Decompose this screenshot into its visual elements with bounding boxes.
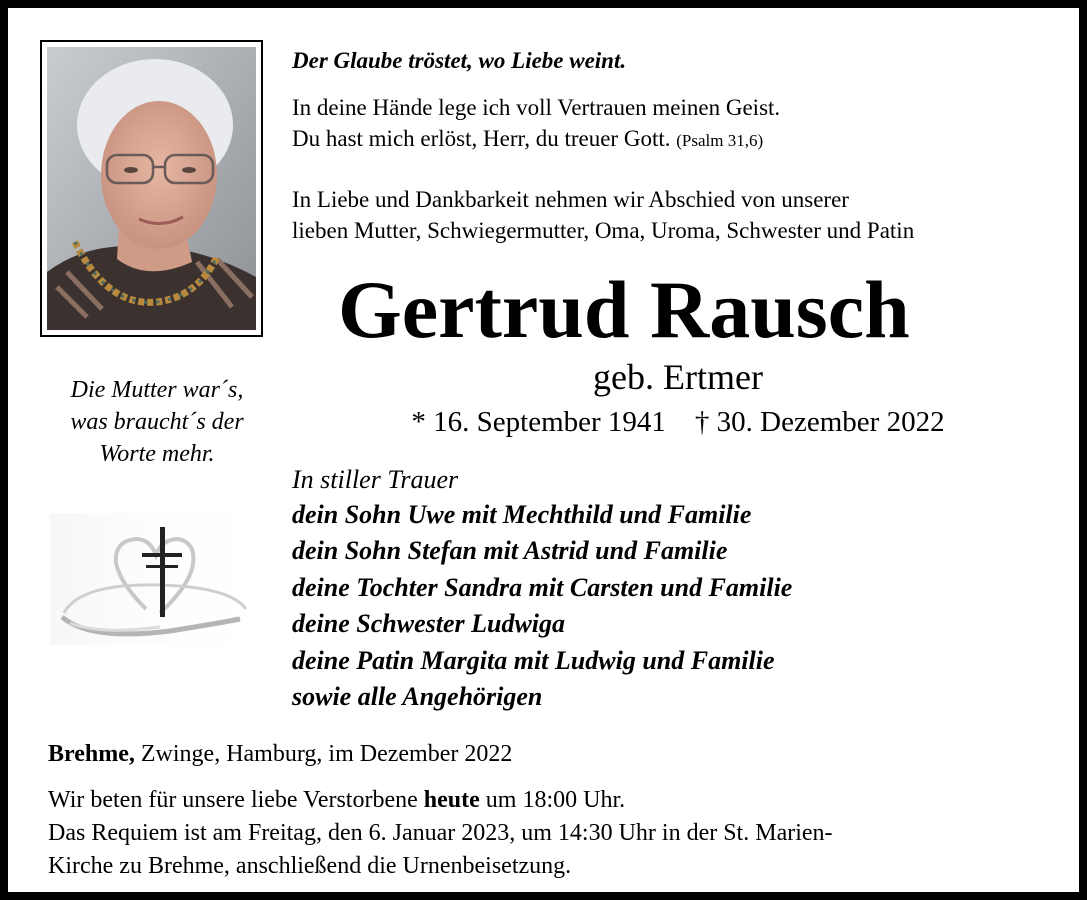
intro-line: lieben Mutter, Schwiegermutter, Oma, Uroma, Schwester und Patin <box>292 218 915 243</box>
life-dates <box>338 402 1018 442</box>
mother-quote <box>28 374 286 470</box>
mother-quote-line: Worte mehr. <box>99 441 215 467</box>
place-and-date <box>48 738 512 770</box>
intro-line: In Liebe und Dankbarkeit nehmen wir Abschied von unserer <box>292 187 849 212</box>
mourner-line: sowie alle Angehörigen <box>292 682 543 712</box>
requiem-line: Kirche zu Brehme, anschließend die Urnenbeisetzung. <box>48 853 572 879</box>
birth-date: * 16. September 1941 <box>411 406 666 438</box>
heart-cross-icon <box>50 513 252 645</box>
mourner-line: deine Tochter Sandra mit Carsten und Familie <box>292 572 793 602</box>
prayer-emphasis: heute <box>423 787 480 813</box>
prayer-line <box>48 784 833 817</box>
mother-quote-line: was braucht´s der <box>70 409 244 435</box>
farewell-intro <box>292 184 914 246</box>
mourner-line: deine Patin Margita mit Ludwig und Familie <box>292 645 775 675</box>
motto: Der Glaube tröstet, wo Liebe weint. <box>292 48 627 73</box>
mourner-line: deine Schwester Ludwiga <box>292 609 566 639</box>
place-rest: Zwinge, Hamburg, im Dezember 2022 <box>134 741 513 767</box>
death-date: † 30. Dezember 2022 <box>694 406 945 438</box>
mourning-lead: In stiller Trauer <box>292 465 459 494</box>
psalm-verse <box>292 92 780 156</box>
mourner-line: dein Sohn Uwe mit Mechthild und Familie <box>292 500 752 529</box>
service-notes <box>48 784 833 883</box>
mother-quote-line: Die Mutter war´s, <box>70 377 244 403</box>
psalm-reference: (Psalm 31,6) <box>676 131 764 150</box>
psalm-line: In deine Hände lege ich voll Vertrauen meinen Geist. <box>292 95 781 120</box>
place-town: Brehme, <box>48 741 135 767</box>
prayer-time: um 18:00 Uhr. <box>479 787 626 813</box>
mourner-line: dein Sohn Stefan mit Astrid und Familie <box>292 536 728 566</box>
deceased-name: Gertrud Rausch <box>338 264 910 355</box>
maiden-name: geb. Ertmer <box>593 357 763 397</box>
psalm-line <box>292 123 780 156</box>
psalm-text: Du hast mich erlöst, Herr, du treuer Gott. <box>292 126 671 151</box>
requiem-line: Das Requiem ist am Freitag, den 6. Januar 2023, um 14:30 Uhr in der St. Marien- <box>48 820 833 846</box>
prayer-text: Wir beten für unsere liebe Verstorbene <box>48 787 424 813</box>
mourners-list <box>292 497 792 715</box>
